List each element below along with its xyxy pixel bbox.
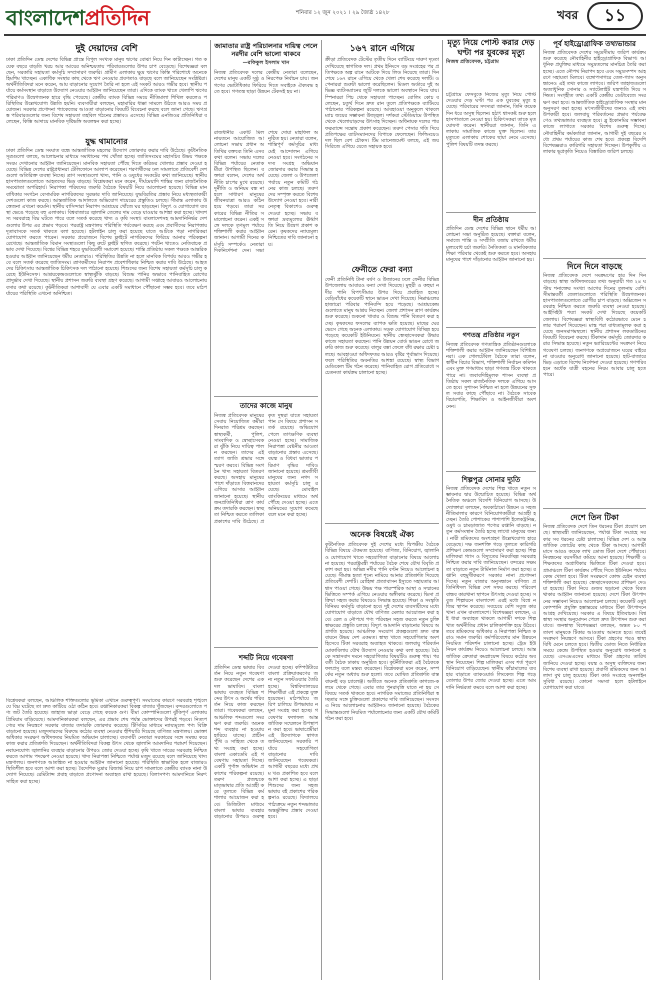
page-number-badge: ১১	[587, 2, 643, 30]
newspaper-logo	[6, 3, 149, 33]
logo-text-red: প্রতিদিন	[84, 5, 150, 30]
section-divider	[325, 523, 439, 524]
section-divider	[543, 258, 646, 259]
article-body-death: চট্টগ্রামে ফেসবুকে নিজের মৃত্যু নিয়ে পোস্ট দেওয়ার দেড় ঘণ্টা পর এক যুবকের মৃত্যু হয়েছে। পরিবারের সদস্যরা জানান, তিনি কয়েক দিন ধরে অসুস্থ ছিলেন। হঠাৎ শ্বাসকষ্ট শুরু হলে হাসপাতালে নেওয়া হয়। চিকিৎসকরা তাকে মৃত ঘোষণা করেন। স্থানীয়রা জানান, তিনি এলাকায় সামাজিক কাজে যুক্ত ছিলেন। তার মৃত্যুতে এলাকায় শোকের ছায়া নেমে এসেছে। পুলিশ বিষয়টি তদন্ত করছে।	[446, 92, 536, 148]
headline-dinprotikriti: দীন প্রতিষ্ঠায়	[473, 216, 509, 224]
headline-hydro: পূর্ব হাইড্রোগ্রাফিক তথ্যভান্ডার	[553, 40, 636, 48]
article-death	[446, 38, 536, 90]
byline-jamai: —রফিকুল ইসলাম খান	[242, 60, 290, 67]
article-shilpa	[446, 474, 536, 980]
masthead	[0, 0, 650, 40]
article-onek	[325, 526, 439, 980]
headline-road: যুদ্ধ থামানোর	[85, 137, 128, 146]
headline-tax: তাদের কাজে মানুষ	[239, 402, 293, 410]
headline-debt: দুই দেয়াদের বেশি	[75, 44, 138, 54]
article-body-onek: কূটনৈতিক প্রতিবেদক দুই দেশের মধ্যে দ্বিপক্ষীয় বৈঠকে বিভিন্ন বিষয়ে ঐকমত্য হয়েছে। বাণিজ্য, বিনিয়োগ, জ্বালানি ও যোগাযোগ খাতে সহযোগিতা বাড়ানোর বিষয়ে আলোচনা হয়েছে। পররাষ্ট্রমন্ত্রী পর্যায়ের বৈঠক শেষে যৌথ বিবৃতি প্রকাশ করা হয়। অভিন্ন নদীর পানি বণ্টন নিয়েও আলোচনা হয়েছে। সীমান্ত হত্যা শূন্যে নামিয়ে আনার প্রতিশ্রুতি দিয়েছে প্রতিবেশী দেশটি। রোহিঙ্গা প্রত্যাবাসন ইস্যুতে সহায়তার আশ্বাস পাওয়া গেছে। উভয় পক্ষ পারস্পরিক আস্থা ও সম্মানের ভিত্তিতে সম্পর্ক এগিয়ে নেওয়ার অঙ্গীকার করেছে। ভিসা প্রক্রিয়া সহজ করার বিষয়েও সিদ্ধান্ত হয়েছে। শিক্ষা ও সংস্কৃতি বিনিময় কর্মসূচি বাড়ানো হবে। দুই দেশের ব্যবসায়ীদের মধ্যে যোগাযোগ বাড়াতে যৌথ বাণিজ্য মেলার আয়োজন করা হবে। রেল ও নৌপথে পণ্য পরিবহন সহজ করতে নতুন চুক্তি স্বাক্ষরের প্রস্তুতি চলছে। বিদ্যুৎ আমদানি বাড়ানোর বিষয়ে অগ্রগতি হয়েছে। আঞ্চলিক সংযোগ প্রকল্পগুলো দ্রুত বাস্তবায়নে উভয় দেশ একমত। স্বাস্থ্য খাতে সহযোগিতার অংশ হিসেবে টিকা সরবরাহ অব্যাহত থাকবে। জলবায়ু পরিবর্তন মোকাবিলায় যৌথ উদ্যোগ নেওয়ার কথা বলা হয়েছে। বৈঠকে সন্ত্রাসবাদ দমনে সহযোগিতার বিষয়টিও গুরুত্ব পায়। পরবর্তী বৈঠক ঢাকায় অনুষ্ঠিত হবে। কূটনীতিকরা এই বৈঠককে ফলপ্রসূ বলে মন্তব্য করেছেন। বিশ্লেষকরা মনে করেন, সম্পর্কের নতুন অধ্যায় শুরু হলো। তবে ঘোষিত প্রতিশ্রুতি বাস্তবায়নই বড় চ্যালেঞ্জ। অতীতে অনেক প্রতিশ্রুতি কাগজে-কলমে থেকে গেছে। এবার তার পুনরাবৃত্তি যাতে না হয় সে বিষয়ে সতর্ক থাকতে হবে। নাগরিক সমাজের প্রতিনিধিরা স্বচ্ছতার সঙ্গে চুক্তিগুলো প্রকাশের দাবি জানিয়েছেন। সংসদে এ নিয়ে আলোচনার আহ্বানও জানানো হয়েছে। বৈঠকের সিদ্ধান্তগুলো নিয়মিত পর্যালোচনার জন্য একটি যৌথ কমিটি গঠন করা হবে।	[325, 542, 439, 722]
article-jamai-body	[214, 130, 318, 400]
article-body-feni: ফেনী প্রতিনিধি টানা বর্ষণ ও উজানের ঢলে ফেনীর বিভিন্ন উপজেলায় আবারও বন্যা দেখা দিয়েছে। মুহুরী ও কহুয়া নদীর পানি বিপৎসীমার উপর দিয়ে প্রবাহিত হচ্ছে। বেড়িবাঁধের কয়েকটি স্থানে ভাঙন দেখা দিয়েছে। নিম্নাঞ্চলের হাজারো পরিবার পানিবন্দি হয়ে পড়েছে। আশ্রয়কেন্দ্রগুলোতে মানুষ আশ্রয় নিচ্ছেন। জেলা প্রশাসন ত্রাণ কার্যক্রম শুরু করেছে। শুকনো খাবার ও বিশুদ্ধ পানি বিতরণ করা হচ্ছে। কৃষকদের ফসলের ব্যাপক ক্ষতি হয়েছে। মাছের ঘের ভেসে গেছে অনেক এলাকায়। সড়ক যোগাযোগ বিচ্ছিন্ন হয়ে পড়েছে কয়েকটি ইউনিয়নে। স্থানীয় স্বেচ্ছাসেবকরা উদ্ধার কাজে সহায়তা করছেন। পানি উন্নয়ন বোর্ড ভাঙন রোধে জরুরি কাজ শুরু করেছে। বালুর বস্তা ফেলে বাঁধ রক্ষার চেষ্টা চলছে। আবহাওয়া অধিদফতর আরও বৃষ্টির পূর্বাভাস দিয়েছে। ফলে পরিস্থিতির অবনতির আশঙ্কা রয়েছে। স্বাস্থ্য বিভাগ মেডিকেল টিম গঠন করেছে। পানিবাহিত রোগ প্রতিরোধে সচেতনতা কার্যক্রম চালানো হচ্ছে।	[325, 277, 439, 377]
logo-text-green: বাংলাদেশ	[6, 5, 85, 30]
article-road	[6, 134, 207, 694]
headline-gonotontro: গণতন্ত্র প্রতিষ্ঠার নতুন	[462, 331, 520, 339]
headline-bridge: ১৬৭ রানে এগিয়ে	[349, 44, 415, 54]
article-body-hydro: নিজস্ব প্রতিবেদক দেশের সমুদ্রসীমায় জরিপ কার্যক্রম শুরু করেছে নৌবাহিনীর হাইড্রোগ্রাফিক বিভাগ। আধুনিক প্রযুক্তির মাধ্যমে সমুদ্রতলের মানচিত্র তৈরি করা হচ্ছে। এতে নৌপথ নিরাপদ হবে এবং সমুদ্রসম্পদ আহরণে সহায়তা মিলবে। বঙ্গোপসাগরে তেল-গ্যাস অনুসন্ধানেও এই তথ্য কাজে লাগবে। জরিপ জাহাজগুলো অত্যাধুনিক সোনার ও স্যাটেলাইট যন্ত্রপাতি দিয়ে সজ্জিত। সংগৃহীত তথ্য একটি কেন্দ্রীয় ডেটাবেজে সংরক্ষণ করা হবে। আন্তর্জাতিক হাইড্রোগ্রাফিক সংস্থার মান অনুসরণ করা হচ্ছে। মৎস্যজীবীদের জন্যও এই তথ্য উপকারী হবে। জলবায়ু পরিবর্তনের প্রভাব পর্যবেক্ষণেও তথ্যভান্ডার ব্যবহৃত হবে। ব্লু ইকোনমির সম্ভাবনা কাজে লাগাতে সরকার বিশেষ গুরুত্ব দিচ্ছে। নৌবাহিনীর কর্মকর্তারা জানান, আগামী দুই বছরের মধ্যে প্রথম পর্যায়ের কাজ শেষ হবে। প্রকল্পে বিদেশি বিশেষজ্ঞরাও কারিগরি সহায়তা দিচ্ছেন। উপকূলীয় এলাকার ভূপ্রকৃতি নিয়েও বিস্তারিত জরিপ চলছে।	[543, 50, 646, 156]
headline-death: মৃত্যু নিয়ে পোস্ট করার দেড় ঘণ্টা পর যুবকের মৃত্যু	[447, 38, 535, 57]
article-body-dinprotikriti: প্রতিদিন ডেস্ক দেশের বিভিন্ন স্থানে ধর্মীয় আলোচনা সভা অনুষ্ঠিত হয়েছে। বক্তারা বলেন, সমাজে শান্তি ও সম্প্রীতি বজায় রাখতে ধর্মীয় মূল্যবোধ চর্চা জরুরি। নৈতিকতা ও মানবিকতার শিক্ষা পরিবার থেকেই শুরু করতে হবে। অসহায় মানুষের পাশে দাঁড়ানোর আহ্বান জানানো হয়।	[446, 226, 536, 264]
article-dinprotikriti	[446, 214, 536, 326]
headline-onek: অনেক বিষয়েই ঐক্য	[350, 530, 414, 539]
article-body-bridge: ক্রীড়া প্রতিবেদক টেস্টের তৃতীয় দিনে ব্যাটিংয়ে দারুণ দৃঢ়তা দেখিয়েছে স্বাগতিক দল। প্রথম ইনিংসে বড় সংগ্রহের পর প্রতিপক্ষকে অল্প রানে আটকে দিয়ে লিড নিয়েছে তারা। দিন শেষে ১৬৭ রানে এগিয়ে থেকে খেলা শেষ করেছে দলটি। ওপেনাররা শুরুটা ভালো করেছিলেন। মিডল অর্ডারে দুই অভিজ্ঞ ব্যাটসম্যানের জুটি দলকে ভালো অবস্থানে নিয়ে যায়। স্পিনাররা পিচ থেকে সহায়তা পাচ্ছেন। বোলিং কোচ বলেছেন, চতুর্থ দিনে দ্রুত রান তুলে প্রতিপক্ষকে ব্যাটিংয়ে পাঠানোর পরিকল্পনা রয়েছে। আবহাওয়া অনুকূলে থাকলে ম্যাচ জয়ের সম্ভাবনা উজ্জ্বল। দর্শকরা স্টেডিয়ামে উপস্থিত থেকে খেলোয়াড়দের উৎসাহ দিচ্ছেন। অধিনায়ক দলের পারফরম্যান্সে সন্তোষ প্রকাশ করেছেন। তরুণ পেসার গতি দিয়ে প্রতিপক্ষের ব্যাটসম্যানদের বিপাকে ফেলেছেন। ফিল্ডিংয়েও দল ছিল বেশ চৌকস। টিম ম্যানেজমেন্ট বলছে, এই জয় সিরিজে এগিয়ে যেতে সহায়ক হবে।	[325, 57, 439, 151]
article-gobeshona	[214, 650, 318, 980]
headline-gobeshona: শব্দটি নিয়ে গবেষণা	[238, 654, 294, 662]
masthead-rule	[4, 34, 646, 36]
article-body-rain: নিজস্ব প্রতিবেদক দেশে সংক্রমণের হার দিন দিন বাড়ছে। স্বাস্থ্য অধিদফতরের তথ্য অনুযায়ী গত ২৪ ঘণ্টায় শনাক্তের সংখ্যা আগের দিনের তুলনায় বেশি। সীমান্তবর্তী জেলাগুলোতে পরিস্থিতি উদ্বেগজনক। হাসপাতালগুলোতে রোগীর চাপ বাড়ছে। অক্সিজেন সরবরাহ নিশ্চিত করতে জরুরি ব্যবস্থা নেওয়া হয়েছে। আইসিইউ শয্যা সংকট দেখা দিয়েছে কয়েকটি জেলায়। বিশেষজ্ঞরা স্বাস্থ্যবিধি কঠোরভাবে মেনে চলার পরামর্শ দিয়েছেন। মাস্ক পরা বাধ্যতামূলক করা হয়েছে জনসমাগমস্থলে। স্থানীয় প্রশাসন লকডাউনের বিষয়টি বিবেচনা করছে। টিকাদান কর্মসূচি জোরদার করার সিদ্ধান্ত হয়েছে। নতুন ভ্যারিয়েন্টের সংক্রমণ নিয়ে গবেষণা চলছে। জনগণকে অপ্রয়োজনে ঘরের বাইরে না যাওয়ার অনুরোধ জানানো হয়েছে। হাট-বাজারে ভিড় এড়াতে বিশেষ নির্দেশনা দেওয়া হয়েছে। গণপরিবহনে অর্ধেক যাত্রী বহনের নিয়ম আবার চালু হতে পারে।	[543, 273, 646, 379]
section-label: খবর	[557, 8, 579, 22]
article-body-gonotontro: নিজস্ব প্রতিবেদক গণতান্ত্রিক প্রতিষ্ঠানগুলোকে শক্তিশালী করার আহ্বান জানিয়েছেন বিশিষ্টজনরা। এক গোলটেবিল বৈঠকে তারা বলেন, স্বাধীন বিচার বিভাগ, শক্তিশালী নির্বাচন কমিশন এবং মুক্ত গণমাধ্যম ছাড়া গণতন্ত্র টিকে থাকতে পারে না। জবাবদিহিমূলক শাসন ব্যবস্থা প্রতিষ্ঠায় সকল রাজনৈতিক দলকে এগিয়ে আসতে হবে। সুশাসন নিশ্চিত না হলে উন্নয়নের সুফল সবার কাছে পৌঁছাবে না। বৈঠকে সাবেক বিচারপতি, শিক্ষাবিদ ও আইনজীবীরা অংশ নেন।	[446, 341, 536, 410]
article-body-debt: ঢাকা প্রতিদিন ডেস্ক দেশের বিভিন্ন প্রান্তে বিপুল সংখ্যক মানুষ ঋণের বোঝা নিয়ে দিন কাটাচ্ছেন। গত কয়েক বছরে বাড়তি খরচ আর আয়ের অনিশ্চয়তায় পরিবারগুলোর উপর চাপ বেড়েছে। বিশেষজ্ঞরা বলছেন, সরকারি সহায়তা কর্মসূচি সম্প্রসারণ জরুরি। গ্রামীণ এলাকায় ক্ষুদ্র ঋণের কিস্তি পরিশোধে অনেকে হিমশিম খাচ্ছেন। একাধিক সংস্থার কাছ থেকে ঋণ নেওয়ার প্রবণতাও বাড়ছে বলে জানিয়েছেন সংশ্লিষ্টরা। অর্থনীতিবিদরা মনে করেন, আয় বাড়ানোর সুযোগ তৈরি না হলে এই সংকট আরও গভীর হবে। স্থানীয় পর্যায়ে কর্মসংস্থান বাড়াতে উদ্যোগ নেওয়ার আহ্বান জানিয়েছেন তারা। এদিকে ব্যাংক খাতে খেলাপি ঋণের পরিমাণও উদ্বেগজনক হারে বৃদ্ধি পেয়েছে। কেন্দ্রীয় ব্যাংক বিভিন্ন সময়ে নীতিমালা শিথিল করলেও পরিস্থিতির উল্লেখযোগ্য উন্নতি হয়নি। ব্যবসায়ীরা বলছেন, মহামারির ধাক্কা সামলে উঠতে আরও সময় প্রয়োজন। সরকার প্রণোদনা প্যাকেজের আওতা বাড়ানোর বিষয়টি বিবেচনা করছে বলে জানা গেছে। ঋণগ্রস্ত পরিবারগুলোর জন্য বিশেষ সহায়তা তহবিল গঠনের প্রস্তাবও এসেছে। বিভিন্ন এনজিওর প্রতিনিধিরা বলেছেন, কিস্তি আদায়ে মানবিক দৃষ্টিভঙ্গি অবলম্বন করা হচ্ছে।	[6, 57, 207, 126]
article-body-dhaka: নিজস্ব প্রতিবেদক দেশে তিন ধরনের টিকা প্রয়োগ চলছে। স্বাস্থ্যমন্ত্রী জানিয়েছেন, পর্যাপ্ত টিকা সংগ্রহে সরকার সব ধরনের চেষ্টা চালাচ্ছে। বিভিন্ন দেশ ও আন্তর্জাতিক জোটের কাছ থেকে টিকা আসছে। আগামী মাসে আরও কয়েক লাখ ডোজ টিকা দেশে পৌঁছাবে। নিবন্ধনের বয়সসীমা কমিয়ে আনা হয়েছে। শিক্ষার্থী ও শিক্ষকদের অগ্রাধিকার ভিত্তিতে টিকা দেওয়া হবে। গ্রামাঞ্চলে টিকা কার্যক্রম পৌঁছে দিতে ইউনিয়ন পর্যায়ে কেন্দ্র খোলা হবে। টিকা সংরক্ষণে কোল্ড চেইন ব্যবস্থা শক্তিশালী করা হয়েছে। স্বেচ্ছাসেবকদের প্রশিক্ষণ দেওয়া হয়েছে। টিকা নিয়ে গুজব ছড়ানো থেকে বিরত থাকার আহ্বান জানানো হয়েছে। দেশে টিকা উৎপাদনের সম্ভাবনা নিয়েও আলোচনা চলছে। কয়েকটি ওষুধ কোম্পানি প্রযুক্তি হস্তান্তরের মাধ্যমে টিকা উৎপাদনে আগ্রহ দেখিয়েছে। সরকার এ বিষয়ে ইতিবাচক। বিশ্ব স্বাস্থ্য সংস্থার অনুমোদন পেলে দ্রুত উৎপাদন শুরু করা যাবে। জনস্বাস্থ্য বিশেষজ্ঞরা বলছেন, অন্তত ৮০ শতাংশ মানুষকে টিকার আওতায় আনতে হবে। তবেই সংক্রমণ নিয়ন্ত্রণে আসবে। টিকা গ্রহণের পরও স্বাস্থ্যবিধি মেনে চলতে হবে। দ্বিতীয় ডোজ নিতে নির্ধারিত সময়ে কেন্দ্রে উপস্থিত হওয়ার অনুরোধ জানানো হয়েছে। এসএমএসের মাধ্যমে টিকা গ্রহণের তারিখ জানিয়ে দেওয়া হচ্ছে। বয়স্ক ও অসুস্থ ব্যক্তিদের জন্য বিশেষ ব্যবস্থা রাখা হয়েছে। প্রবাসী শ্রমিকদের জন্য আলাদা বুথ চালু হয়েছে। টিকা কার্ড সংগ্রহে অনলাইন সুবিধা রয়েছে। কোনো সমস্যা হলে হটলাইনে যোগাযোগ করা যাবে।	[543, 524, 646, 692]
article-body-road-2: বিশ্লেষকরা বলছেন, আঞ্চলিক শক্তিগুলোর ভূমিকা এখানে গুরুত্বপূর্ণ। সংঘাতের কারণে সরবরাহ শৃঙ্খলে যে বিঘ্ন ঘটেছে তা দ্রুত কাটিয়ে ওঠা কঠিন হবে। রপ্তানিকারকরা বিকল্প বাজার খুঁজছেন। বন্দরগুলোতে পণ্য জট তৈরি হয়েছে। জাহাজ ভাড়া বেড়ে গেছে কয়েক গুণ। বীমা কোম্পানিগুলো ঝুঁকিপূর্ণ এলাকায় প্রিমিয়াম বাড়িয়েছে। আমদানিকারকরা বলছেন, এর প্রভাব শেষ পর্যন্ত ভোক্তাদের উপরই পড়বে। নিত্যপণ্যের দাম নিয়ন্ত্রণে সরকার বাজার তদারকি জোরদার করেছে। টিসিবির মাধ্যমে ন্যায্যমূল্যে পণ্য বিক্রি বাড়ানো হয়েছে। মজুদদারদের বিরুদ্ধে কঠোর ব্যবস্থা নেওয়ার হুঁশিয়ারি দিয়েছে বাণিজ্য মন্ত্রণালয়। ভোক্তা অধিকার সংরক্ষণ অধিদফতর নিয়মিত অভিযান চালাচ্ছে। ব্যবসায়ী নেতারা সরকারের সঙ্গে সমন্বয় করে কাজ করার প্রতিশ্রুতি দিয়েছেন। অর্থনীতিবিদরা বিকল্প উৎস থেকে জ্বালানি আমদানির পরামর্শ দিয়েছেন। নবায়নযোগ্য জ্বালানির ব্যবহার বাড়ানোর উপরও জোর দেওয়া হচ্ছে। কৃষি খাতে সারের সরবরাহ নিশ্চিত করতে আগাম পদক্ষেপ নেওয়া হয়েছে। খাদ্য নিরাপত্তা নিশ্চিতে পর্যাপ্ত মজুদ রয়েছে বলে জানিয়েছে খাদ্য মন্ত্রণালয়। জনগণকে আতঙ্কিত না হওয়ার আহ্বান জানানো হয়েছে। পরিস্থিতি স্বাভাবিক হলে বাজারও স্থিতিশীল হবে বলে আশা করা হচ্ছে। বৈদেশিক মুদ্রার রিজার্ভ নিয়ে চাপ সামলাতে কেন্দ্রীয় ব্যাংক নানা উদ্যোগ নিয়েছে। রেমিট্যান্স প্রবাহ বাড়াতে প্রণোদনা অব্যাহত রাখা হয়েছে। বিলাসপণ্য আমদানিতে নিরুৎসাহিত করা হচ্ছে।	[6, 698, 207, 785]
article-body-jamai: নিজস্ব প্রতিবেদক দলের কেন্দ্রীয় নেতারা বলেছেন, দেশের মানুষ একটি সুষ্ঠু ও নিরপেক্ষ নির্বাচন চায়। জনগণের ভোটাধিকার ফিরিয়ে দিতে সবাইকে ঐক্যবদ্ধ হতে হবে। গণতন্ত্র ছাড়া উন্নয়ন টেকসই হয় না।	[214, 70, 318, 95]
headline-shilpa: শিল্পপুত্র সোনার দ্যুতি	[461, 476, 521, 484]
article-jamai	[214, 40, 318, 130]
article-dhaka	[543, 511, 646, 980]
article-hydro	[543, 38, 646, 258]
headline-feni: ফেনীতে ফেরা বন্যা	[351, 265, 413, 274]
article-death-body	[446, 92, 536, 212]
article-body-shilpa: নিজস্ব প্রতিবেদক দেশের শিল্প খাতে নতুন সম্ভাবনার দ্বার উন্মোচিত হয়েছে। বিভিন্ন অর্থনৈতিক অঞ্চলে বিদেশি বিনিয়োগ আসছে। উদ্যোক্তারা বলছেন, অবকাঠামো উন্নয়ন ও সহজ নীতিমালার কারণে বিনিয়োগকারীরা আগ্রহী হচ্ছেন। তৈরি পোশাকের পাশাপাশি ইলেকট্রনিক্স, ওষুধ ও চামড়াজাত পণ্যের রপ্তানি বাড়ছে। নতুন কর্মসংস্থান তৈরি হচ্ছে লাখো মানুষের জন্য। নারী শ্রমিকদের অংশগ্রহণ উল্লেখযোগ্য হারে বেড়েছে। দক্ষ জনশক্তি গড়ে তুলতে কারিগরি প্রশিক্ষণ কেন্দ্রগুলো সম্প্রসারণ করা হচ্ছে। শিল্পমালিকরা গ্যাস ও বিদ্যুতের নিরবচ্ছিন্ন সরবরাহ নিশ্চিত করার দাবি জানিয়েছেন। বন্দরের সক্ষমতা বাড়াতে নতুন টার্মিনাল নির্মাণ করা হচ্ছে। রপ্তানি বহুমুখীকরণে সরকার নানা প্রণোদনা দিচ্ছে। নতুন বাজার অনুসন্ধানে বাণিজ্য প্রতিনিধিদল বিভিন্ন দেশ সফর করছে। পরিবেশবান্ধব কারখানা স্থাপনে উৎসাহ দেওয়া হচ্ছে। সবুজ শিল্পায়নে বাংলাদেশ এরই মধ্যে বিশ্বে নজির স্থাপন করেছে। সবচেয়ে বেশি সবুজ কারখানা এখন বাংলাদেশে। বিশেষজ্ঞরা বলছেন, এই ধারা অব্যাহত থাকলে আগামী দশকে শিল্প খাত অর্থনীতির প্রধান চালিকাশক্তি হয়ে উঠবে। তবে শ্রমিকদের অধিকার ও নিরাপত্তা নিশ্চিত করাও সমান জরুরি। কর্মপরিবেশের মান উন্নয়নে নিয়মিত পরিদর্শন চালানো হচ্ছে। ট্রেড ইউনিয়ন কার্যক্রম নিয়েও আলোচনা চলছে। আন্তর্জাতিক ক্রেতারা কমপ্লায়েন্স বিষয়ে কঠোর অবস্থান নিয়েছেন। শিল্প মালিকরা এসব শর্ত পূরণে বিনিয়োগ বাড়িয়েছেন। স্থানীয় কাঁচামালের ব্যবহার বাড়াতে ব্যাকওয়ার্ড লিংকেজ শিল্প গড়ে তোলার উপর জোর দেওয়া হচ্ছে। এতে আমদানি নির্ভরতা কমবে বলে আশা করা হচ্ছে।	[446, 486, 536, 691]
column-divider	[442, 40, 443, 980]
article-body-gobeshona: প্রতিদিন ডেস্ক ভাষার বিবর্তন নিয়ে নতুন গবেষণা শুরু করেছেন দেশের একদল ভাষাবিদ। বাংলা ভাষায় ব্যবহৃত বিভিন্ন শব্দের উৎস ও অর্থের পরিবর্তন নিয়ে কাজ করছেন তারা। গবেষকরা বলছেন, আঞ্চলিক শব্দগুলো সংরক্ষণ করা জরুরি। অনেক শব্দ ব্যবহার না হওয়ায় হারিয়ে যাচ্ছে। প্রাচীন পুঁথি ও সাহিত্য থেকে তথ্য সংগ্রহ করা হচ্ছে। বাংলা একাডেমি এই গবেষণায় সহায়তা দিচ্ছে। একটি পূর্ণাঙ্গ অভিধান প্রকাশের পরিকল্পনা রয়েছে। তরুণ প্রজন্মকে মাতৃভাষার প্রতি আগ্রহী করে তুলতে বিভিন্ন কর্মশালার আয়োজন করা হবে। ডিজিটাল মাধ্যমে বাংলা ভাষার ব্যবহার বাড়ানোর উপরও গুরুত্ব দেওয়া হচ্ছে। কম্পিউটারে বাংলা প্রক্রিয়াকরণের জন্য নতুন সফটওয়্যার তৈরি হচ্ছে। বিশ্ববিদ্যালয়ের শিক্ষার্থীরা এই প্রকল্পে যুক্ত হয়েছেন। মাঠপর্যায়ে জরিপ চালিয়ে উপভাষার নমুনা সংগ্রহ করা হচ্ছে। গবেষণার ফলাফল আন্তর্জাতিক সম্মেলনে উপস্থাপন করা হবে। ভাষাপ্রেমীরা এই উদ্যোগকে স্বাগত জানিয়েছেন। সরকারি পর্যায়ে সহযোগিতা বাড়ানোর দাবি জানিয়েছেন গবেষকরা। আগামী বছরের মধ্যে প্রথম খণ্ড প্রকাশিত হবে বলে আশা করা হচ্ছে। এ ছাড়া শিশুদের জন্য সহজ ভাষায় বই প্রকাশের পরিকল্পনাও রয়েছে। বিদ্যালয়ে পাঠ্যক্রমে নতুন শব্দভান্ডার অন্তর্ভুক্তির প্রস্তাব দেওয়া হবে।	[214, 665, 318, 820]
section-divider	[214, 396, 318, 397]
article-rain	[543, 260, 646, 508]
article-bridge	[325, 40, 439, 265]
column-divider	[321, 40, 322, 980]
article-tax	[214, 398, 318, 646]
section-divider	[214, 647, 318, 648]
headline-jamai: জামাতার রাষ্ট্র পরিচালনার দায়িত্ব পেলে নরদীর বেশি ভালো থাকবে	[214, 42, 318, 58]
headline-rain: দিনে দিনে বাড়ছে	[566, 262, 623, 271]
column-divider	[210, 40, 211, 980]
section-divider	[446, 471, 536, 472]
article-body-jamai-2: রাজধানীর একটি মিলনায়তনে আয়োজিত আলোচনা সভায় প্রধান অতিথির বক্তব্যে তিনি এসব কথা বলেন। সভায় দলের বিভিন্ন পর্যায়ের নেতাকর্মীরা উপস্থিত ছিলেন। বক্তারা বলেন, দেশের অর্থনীতি চাপের মুখে রয়েছে। দুর্নীতি ও অনিয়ম বন্ধ না হলে সাধারণ মানুষের জীবনযাত্রা আরও কঠিন হয়ে পড়বে। তারা সরকারের বিভিন্ন নীতির সমালোচনা করেন। একই সঙ্গে দলকে তৃণমূল পর্যায়ে শক্তিশালী করার আহ্বান জানান। আগামী দিনের কর্মসূচি সম্পর্কেও নেতারা দিকনির্দেশনা দেন। সভা শেষে দোয়া মাহফিল অনুষ্ঠিত হয়। নেতারা বলেন, শান্তিপূর্ণ কর্মসূচির মাধ্যমেই আন্দোলন এগিয়ে নেওয়া হবে। সংগঠনের সদস্য সংগ্রহ অভিযান জোরদার করার সিদ্ধান্ত হয়েছে। জেলা ও উপজেলা পর্যায়ে নতুন কমিটি গঠনের কাজ চলছে। তরুণদের সম্পৃক্ত করতে বিশেষ উদ্যোগ নেওয়া হবে। নারী নেতৃত্ব বিকাশেও গুরুত্ব দেওয়া হচ্ছে। সভায় বক্তারা দ্রব্যমূল্যের ঊর্ধ্বগতি নিয়ে উদ্বেগ প্রকাশ করেন। কৃষকদের ন্যায্যমূল্য নিশ্চিতের দাবি জানানো হয়।	[214, 130, 318, 254]
dateline: শনিবার ১২ জুন ২০২১ । ২৯ জ্যৈষ্ঠ ১৪২৮	[296, 10, 390, 16]
column-divider	[539, 40, 540, 980]
article-gonotontro	[446, 330, 536, 470]
byline-death: নিজস্ব প্রতিবেদক, চট্টগ্রাম	[446, 59, 499, 66]
section-divider	[446, 212, 536, 213]
section-divider	[543, 508, 646, 509]
headline-dhaka: দেশে তিন টিকা	[570, 513, 619, 522]
article-body-tax: নিজস্ব প্রতিবেদক মানুষের সেবায় নিয়োজিত কর্মীরা দিনরাত পরিশ্রম করছেন। স্বাস্থ্যকর্মী, পুলিশ, সাংবাদিক ও স্বেচ্ছাসেবকরা ঝুঁকি নিয়ে দায়িত্ব পালন করছেন। তাদের এই ত্যাগ জাতি শ্রদ্ধার সঙ্গে স্মরণ করবে। বিভিন্ন সংগঠন খাদ্য সহায়তা বিতরণ করছে। অসহায় মানুষের পাশে দাঁড়াতে বিত্তবানদের এগিয়ে আসার আহ্বান জানানো হয়েছে। স্থানীয় জনপ্রতিনিধিরা ত্রাণ কার্যক্রম তদারকি করছেন। স্বচ্ছতা নিশ্চিত করতে তালিকা প্রকাশের দাবি উঠেছে। প্রকৃত দুস্থরা যাতে সহায়তা পান সে বিষয়ে প্রশাসন সতর্ক রয়েছে। অভিযোগ পেলে তাৎক্ষণিক ব্যবস্থা নেওয়া হচ্ছে। সামাজিক নিরাপত্তা বেষ্টনীর আওতা বাড়ানোর প্রস্তাব এসেছে। বয়স্ক ও বিধবা ভাতার পরিমাণ বৃদ্ধির দাবিও জানানো হয়েছে। শ্রমজীবী মানুষের জন্য নগদ সহায়তা কর্মসূচি চালু রয়েছে। মোবাইল ব্যাংকিংয়ের মাধ্যমে অর্থ পৌঁছে দেওয়া হচ্ছে। এতে অনিয়মের সুযোগ কমেছে বলে মনে করা হচ্ছে।	[214, 413, 318, 525]
article-road-continued	[6, 698, 207, 980]
article-body-road: ঢাকা প্রতিদিন ডেস্ক সংঘাত বন্ধে আন্তর্জাতিক মহলের উদ্যোগ জোরদার করার দাবি উঠেছে। কূটনৈতিক সূত্রগুলো বলছে, আলোচনার মাধ্যমে সমাধানের পথ খোঁজা হচ্ছে। জাতিসংঘের মহাসচিব উভয় পক্ষকে সংযম দেখানোর আহ্বান জানিয়েছেন। মানবিক সহায়তা পৌঁছে দিতে করিডর খোলার প্রস্তাব দেওয়া হয়েছে। বিভিন্ন দেশের রাষ্ট্রপ্রধানরা টেলিফোনে আলাপ করেছেন। শরণার্থীদের ঢল সামলাতে প্রতিবেশী দেশগুলো অতিরিক্ত ব্যবস্থা নিচ্ছে। ত্রাণ সংস্থাগুলো খাদ্য, পানি ও ওষুধের সংকটের কথা জানিয়েছে। স্থানীয় হাসপাতালগুলোতে আহতদের ভিড় বাড়ছে। বিশ্লেষকরা মনে করেন, দীর্ঘমেয়াদি শান্তির জন্য রাজনৈতিক সমঝোতা অপরিহার্য। নিরাপত্তা পরিষদের জরুরি বৈঠকে বিষয়টি নিয়ে আলোচনা হয়েছে। বিভিন্ন মানবাধিকার সংগঠন বেসামরিক নাগরিকদের সুরক্ষার দাবি জানিয়েছে। যুদ্ধবিরতির প্রস্তাব নিয়ে মধ্যস্থতাকারী দেশগুলো কাজ করছে। আন্তর্জাতিক আদালতে অভিযোগ দায়েরের প্রস্তুতিও চলছে। সীমান্ত এলাকায় উত্তেজনা এখনো কমেনি। স্থানীয় বাসিন্দারা নিরাপদ আশ্রয়ের খোঁজে ঘর ছাড়ছেন। বিদ্যুৎ ও যোগাযোগ ব্যবস্থা ভেঙে পড়েছে বহু এলাকায়। বিশ্ববাজারে জ্বালানি তেলের দাম বেড়ে যাওয়ার আশঙ্কা করা হচ্ছে। খাদ্যশস্য সরবরাহে বিঘ্ন ঘটতে পারে বলে সতর্ক করেছে খাদ্য ও কৃষি সংস্থা। বাংলাদেশসহ আমদানিনির্ভর দেশগুলোর উপর এর প্রভাব পড়বে। পররাষ্ট্র মন্ত্রণালয় পরিস্থিতি পর্যবেক্ষণ করছে এবং প্রবাসীদের নিরাপত্তায় দূতাবাসকে সতর্ক থাকতে বলা হয়েছে। হটলাইন চালু করা হয়েছে যাতে আটকে পড়া নাগরিকরা যোগাযোগ করতে পারেন। সরকার প্রয়োজনে বিশেষ ফ্লাইটে নাগরিকদের ফিরিয়ে আনার পরিকল্পনা রেখেছে। আন্তর্জাতিক বিমান সংস্থাগুলো কিছু রুটে ফ্লাইট স্থগিত করেছে। পর্যটন খাতেও নেতিবাচক প্রভাব দেখা দিয়েছে। বিশ্বের বিভিন্ন শহরে যুদ্ধবিরোধী সমাবেশ হয়েছে। শান্তি প্রতিষ্ঠায় সকল পক্ষকে আন্তরিক হওয়ার আহ্বান জানিয়েছেন ধর্মীয় নেতারাও। পরিস্থিতির উন্নতি না হলে মানবিক বিপর্যয় আরও গভীর হবে বলে সতর্ক করেছে জাতিসংঘ। ত্রাণকর্মীদের নিরাপদ প্রবেশাধিকার নিশ্চিত করার দাবি উঠেছে। আহতদের চিকিৎসায় আন্তর্জাতিক চিকিৎসক দল পাঠানো হয়েছে। শিশুদের জন্য বিশেষ সহায়তা কর্মসূচি চালু করেছে ইউনিসেফ। আশ্রয়কেন্দ্রগুলোতে স্বাস্থ্যঝুঁকি বাড়ছে। বিশুদ্ধ পানির অভাবে পানিবাহিত রোগের প্রাদুর্ভাব দেখা দিয়েছে। স্থানীয় প্রশাসন জরুরি ব্যবস্থা গ্রহণ করেছে। আগামী সপ্তাহে আবারও আলোচনায় বসার কথা রয়েছে। কূটনীতিকরা আশাবাদী যে এবার একটি সমাধানে পৌঁছানো সম্ভব হবে। তবে মাঠপর্যায়ের পরিস্থিতি এখনো অনিশ্চিত।	[6, 148, 207, 297]
section-divider	[446, 327, 536, 328]
article-feni	[325, 262, 439, 522]
